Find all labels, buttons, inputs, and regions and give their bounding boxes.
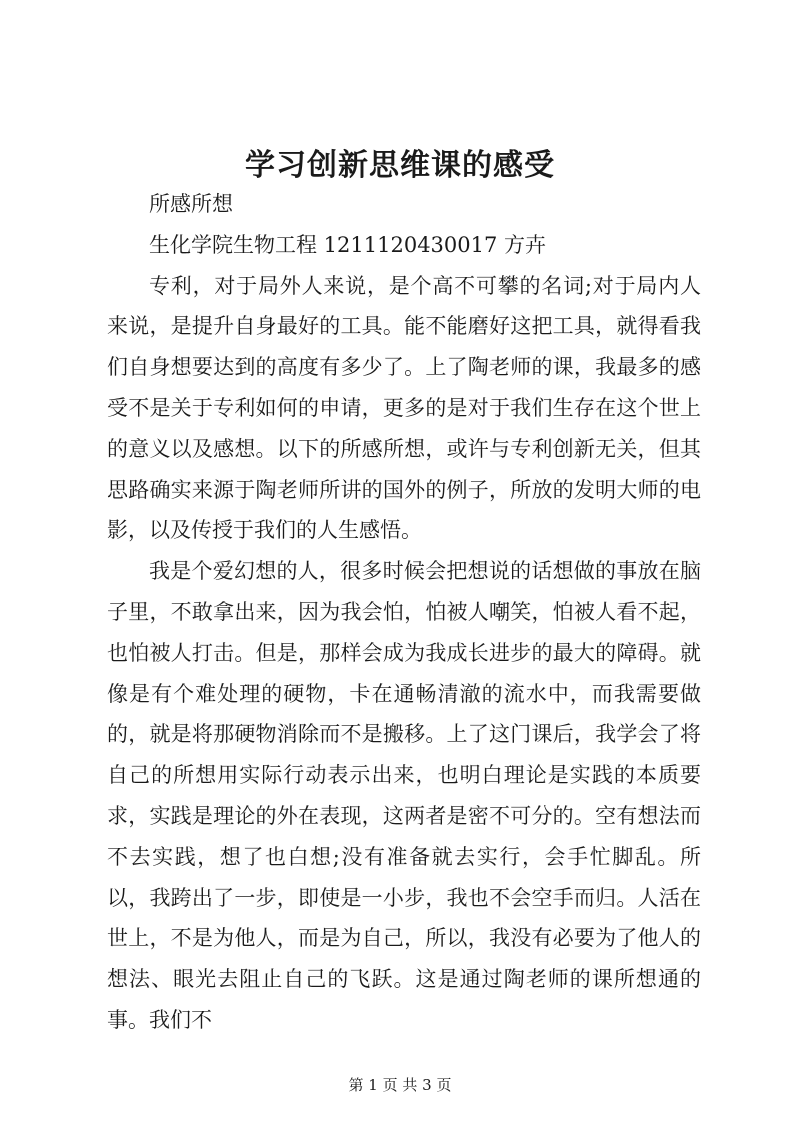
subtitle-paragraph: 所感所想 bbox=[149, 192, 233, 216]
page-footer: 第 1 页 共 3 页 bbox=[348, 1076, 452, 1094]
author-line: 生化学院生物工程 1211120430017 方卉 bbox=[149, 232, 547, 257]
body-paragraph: 专利，对于局外人来说，是个高不可攀的名词;对于局内人来说，是提升自身最好的工具。能不能磨好这把工具，就得看我们自身想要达到的高度有多少了。上了陶老师的课，我最多的感受不是关于专利如何的申请，更多的是对于我们生存在这个世上的意义以及感想。以下的所感所想，或许与专利创新无关，但其思路确实来源于陶老师所讲的国外的例子，所放的发明大师的电影，以及传授于我们的人生感悟。 bbox=[107, 273, 701, 543]
body-paragraph: 我是个爱幻想的人，很多时候会把想说的话想做的事放在脑子里，不敢拿出来，因为我会怕，怕被人嘲笑，怕被人看不起，也怕被人打击。但是，那样会成为我成长进步的最大的障碍。就像是有个难处理的硬物，卡在通畅清澈的流水中，而我需要做的，就是将那硬物消除而不是搬移。上了这门课后，我学会了将自己的所想用实际行动表示出来，也明白理论是实践的本质要求，实践是理论的外在表现，这两者是密不可分的。空有想法而不去实践，想了也白想;没有准备就去实行，会手忙脚乱。所以，我跨出了一步，即使是一小步，我也不会空手而归。人活在世上，不是为他人，而是为自己，所以，我没有必要为了他人的想法、眼光去阻止自己的飞跃。这是通过陶老师的课所想通的事。我们不 bbox=[107, 559, 701, 1032]
document-title: 学习创新思维课的感受 bbox=[245, 148, 555, 183]
document-body bbox=[107, 184, 701, 1041]
